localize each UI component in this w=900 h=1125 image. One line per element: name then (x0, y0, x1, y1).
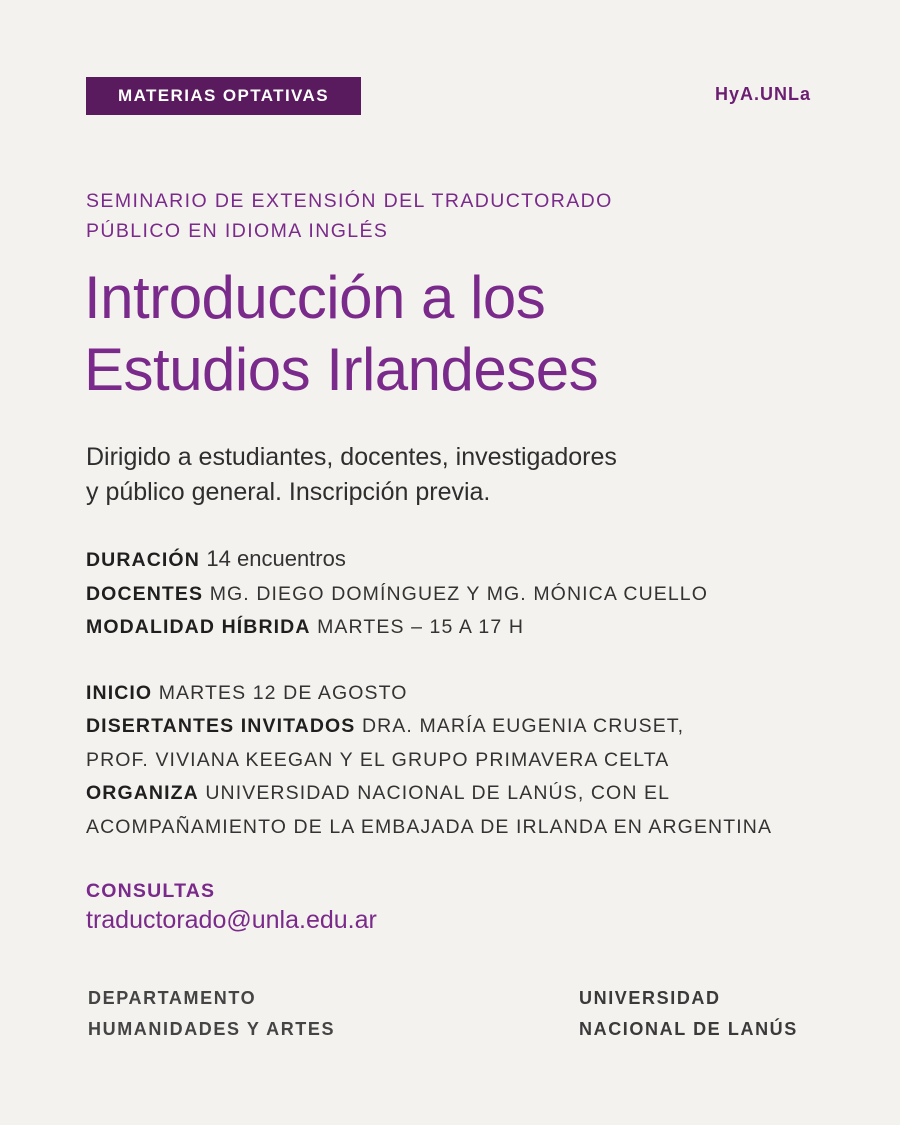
footer-university (579, 983, 798, 1045)
details-gap (86, 645, 772, 677)
modalidad-value: MARTES – 15 A 17 H (317, 616, 525, 638)
docentes-label: DOCENTES (86, 582, 204, 605)
consultas-label: CONSULTAS (86, 880, 216, 902)
category-badge-label: MATERIAS OPTATIVAS (118, 86, 329, 105)
organiza-label: ORGANIZA (86, 782, 199, 804)
title-line-2: Estudios Irlandeses (84, 336, 599, 403)
disertantes-row-continued (86, 744, 772, 778)
intro-line-2: y público general. Inscripción previa. (86, 478, 491, 506)
footer-left-line-2: HUMANIDADES Y ARTES (88, 1019, 336, 1039)
organiza-value-1: UNIVERSIDAD NACIONAL DE LANÚS, CON EL (205, 782, 671, 804)
duracion-row (86, 542, 772, 578)
modalidad-label: MODALIDAD HÍBRIDA (86, 616, 311, 638)
footer-department (88, 983, 335, 1045)
docentes-value: MG. DIEGO DOMÍNGUEZ Y MG. MÓNICA CUELLO (209, 582, 709, 605)
footer-left-line-1: DEPARTAMENTO (88, 988, 257, 1008)
details-section (86, 542, 772, 844)
disertantes-value-2: PROF. VIVIANA KEEGAN Y EL GRUPO PRIMAVERA CELTA (86, 748, 670, 771)
intro-text (86, 440, 617, 510)
inicio-value: MARTES 12 DE AGOSTO (158, 681, 408, 704)
seminar-kicker (86, 186, 613, 246)
kicker-line-1: SEMINARIO DE EXTENSIÓN DEL TRADUCTORADO (86, 190, 613, 212)
duracion-label: DURACIÓN (86, 549, 200, 571)
duracion-value: 14 encuentros (206, 546, 346, 571)
organiza-value-2: ACOMPAÑAMIENTO DE LA EMBAJADA DE IRLANDA EN ARGENTINA (86, 815, 773, 838)
disertantes-label: DISERTANTES INVITADOS (86, 715, 356, 737)
modalidad-row (86, 611, 772, 645)
category-badge (86, 77, 361, 115)
footer-right-line-2: NACIONAL DE LANÚS (579, 1019, 798, 1039)
title-line-1: Introducción a los (84, 264, 546, 331)
page-title (84, 262, 598, 406)
hya-unla-logo: HyA.UNLa (714, 84, 811, 104)
docentes-row (86, 578, 772, 612)
intro-line-1: Dirigido a estudiantes, docentes, investigadores (86, 443, 617, 471)
organiza-row-continued (86, 811, 772, 845)
organiza-row (86, 777, 772, 811)
disertantes-value-1: DRA. MARÍA EUGENIA CRUSET, (361, 715, 685, 737)
inicio-row (86, 677, 772, 711)
footer-right-line-1: UNIVERSIDAD (579, 988, 721, 1008)
inicio-label: INICIO (86, 681, 153, 704)
kicker-line-2: PÚBLICO EN IDIOMA INGLÉS (86, 220, 389, 242)
disertantes-row (86, 710, 772, 744)
consultas-email-link[interactable]: traductorado@unla.edu.ar (86, 906, 377, 934)
